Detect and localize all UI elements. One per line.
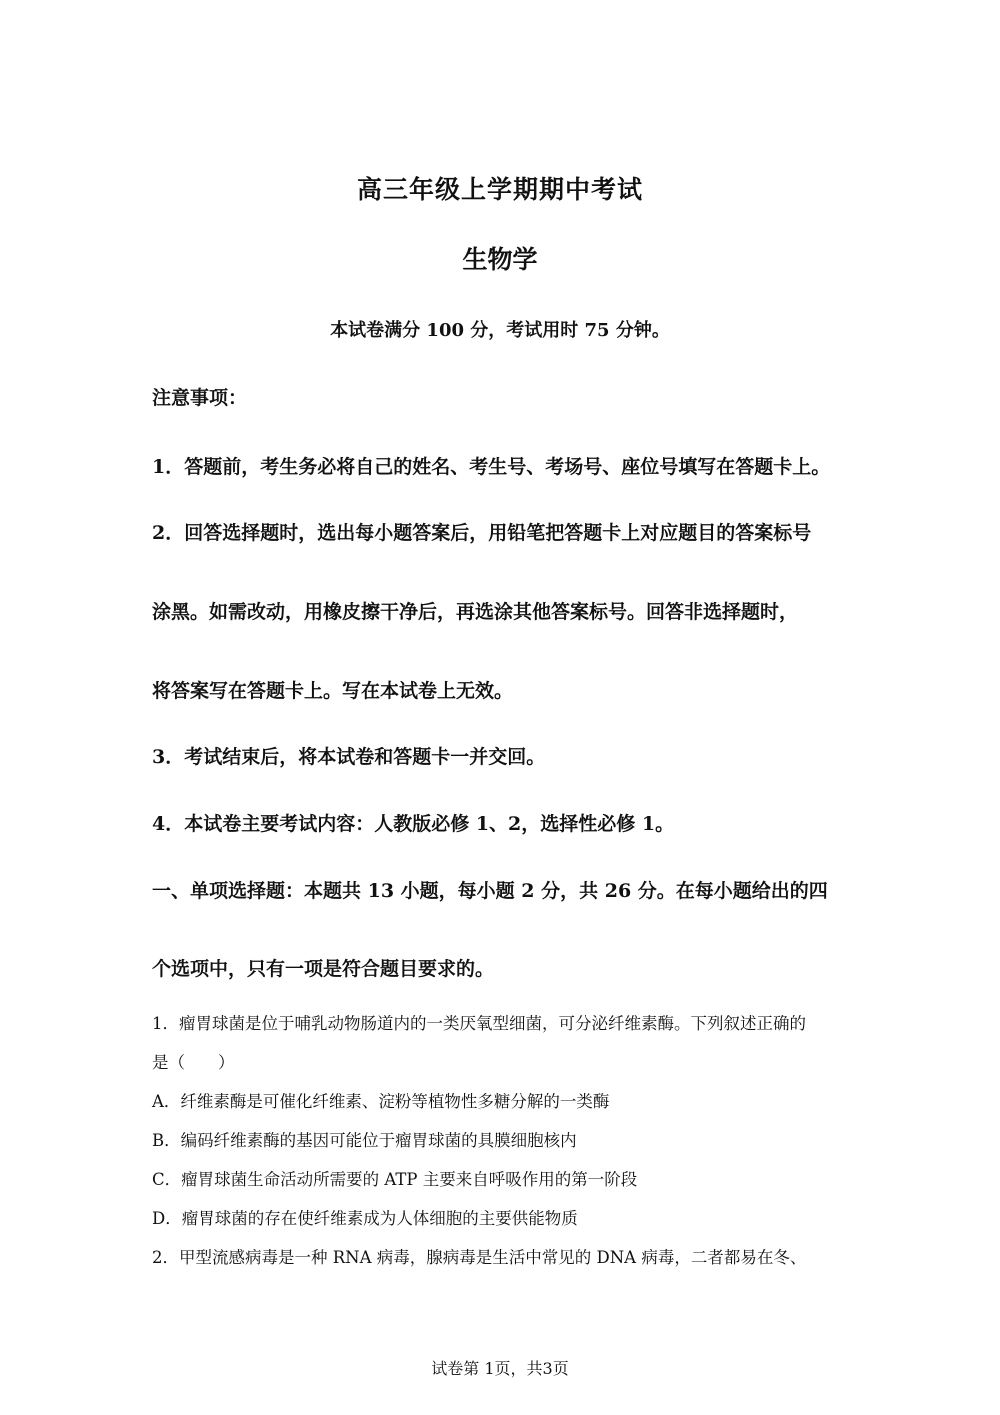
question-1-option-d: D．瘤胃球菌的存在使纤维素成为人体细胞的主要供能物质 xyxy=(152,1209,578,1228)
subject-title: 生物学 xyxy=(462,245,538,274)
page-footer: 试卷第 1页，共3页 xyxy=(431,1359,569,1378)
question-2-stem-line-1: 2．甲型流感病毒是一种 RNA 病毒，腺病毒是生活中常见的 DNA 病毒，二者都易在冬、 xyxy=(152,1248,807,1267)
notice-item-3: 3．考试结束后，将本试卷和答题卡一并交回。 xyxy=(152,746,546,768)
question-1-stem-line-2: 是（ ） xyxy=(152,1053,235,1072)
question-1-option-c: C．瘤胃球菌生命活动所需要的 ATP 主要来自呼吸作用的第一阶段 xyxy=(152,1170,638,1189)
notice-item-2-line-2: 涂黑。如需改动，用橡皮擦干净后，再选涂其他答案标号。回答非选择题时， xyxy=(152,601,799,623)
exam-title: 高三年级上学期期中考试 xyxy=(356,175,643,204)
question-1-option-a: A．纤维素酶是可催化纤维素、淀粉等植物性多糖分解的一类酶 xyxy=(152,1092,610,1111)
notice-item-1: 1．答题前，考生务必将自己的姓名、考生号、考场号、座位号填写在答题卡上。 xyxy=(152,456,831,478)
section-heading-line-1: 一、单项选择题：本题共 13 小题，每小题 2 分，共 26 分。在每小题给出的四 xyxy=(152,880,828,902)
notice-item-2-line-1: 2．回答选择题时，选出每小题答案后，用铅笔把答题卡上对应题目的答案标号 xyxy=(152,522,812,544)
notice-item-2-line-3: 将答案写在答题卡上。写在本试卷上无效。 xyxy=(152,680,514,702)
question-1-stem-line-1: 1．瘤胃球菌是位于哺乳动物肠道内的一类厌氧型细菌，可分泌纤维素酶。下列叙述正确的 xyxy=(152,1014,806,1033)
notice-item-4: 4．本试卷主要考试内容：人教版必修 1、2，选择性必修 1。 xyxy=(152,813,675,835)
notice-heading: 注意事项： xyxy=(152,387,248,409)
section-heading-line-2: 个选项中，只有一项是符合题目要求的。 xyxy=(152,958,495,980)
question-1-option-b: B．编码纤维素酶的基因可能位于瘤胃球菌的具膜细胞核内 xyxy=(152,1131,577,1150)
exam-info: 本试卷满分 100 分，考试用时 75 分钟。 xyxy=(330,320,670,341)
